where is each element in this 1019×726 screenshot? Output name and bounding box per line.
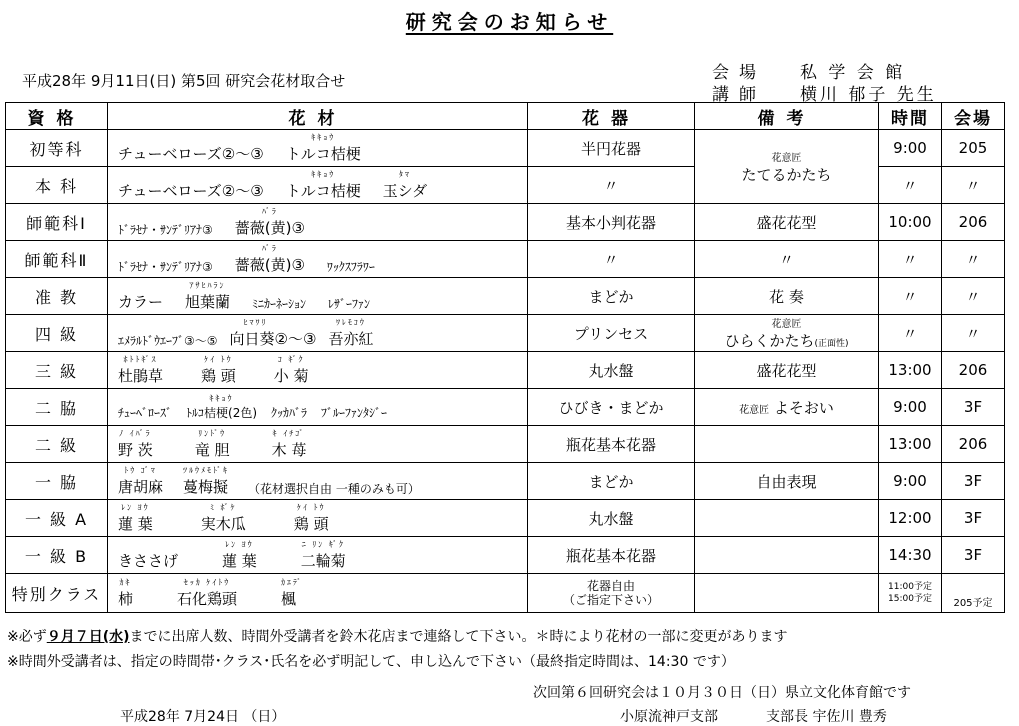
time-cell: 9:00	[879, 463, 942, 500]
material-item: ｷｷｮｳ ﾄﾙｺ桔梗(2色)	[186, 394, 258, 420]
vase-cell: 〃	[528, 241, 695, 278]
materials-cell	[108, 167, 528, 204]
material-item: ｹｲ ﾄｳ 鶏 頭	[293, 503, 329, 533]
material-item: ﾄﾞﾗｾﾅ・ｻﾝﾃﾞﾘｱﾅ③	[118, 260, 213, 274]
time-cell: 11:00予定 15:00予定	[879, 574, 942, 613]
lecturer-label: 講師	[712, 85, 766, 105]
room-cell: 〃	[942, 241, 1005, 278]
qualification-cell: 三 級	[6, 352, 108, 389]
notes-cell	[695, 500, 879, 537]
material-item: ﾚﾝ ﾖｳ 蓮 葉	[222, 540, 257, 570]
time-cell: 〃	[879, 241, 942, 278]
material-item: ﾊﾞﾗ 薔薇(黄)③	[234, 244, 305, 274]
vase-cell: まどか	[528, 278, 695, 315]
material-item: ﾀﾏ 玉シダ	[382, 170, 428, 200]
vase-cell: プリンセス	[528, 315, 695, 352]
material-item: ｷ ｲﾁｺﾞ 木 苺	[271, 429, 307, 459]
material-item: ﾊﾞﾗ 薔薇(黄)③	[234, 207, 305, 237]
material-item: ﾎﾄﾄｷﾞｽ 杜鵑草	[118, 355, 164, 385]
qualification-cell: 一 級 B	[6, 537, 108, 574]
notes-cell: 盛花花型	[695, 352, 879, 389]
room-cell: 206	[942, 352, 1005, 389]
material-item: ｷｷｮｳ トルコ桔梗	[285, 133, 361, 163]
materials-cell	[108, 352, 528, 389]
overtime-notice: ※時間外受講者は、指定の時間帯･クラス･氏名を必ず明記して、申し込んで下さい（最終指定時間は、14:30 です）	[7, 654, 735, 670]
material-item: チューベローズ②～③	[118, 145, 264, 163]
time-cell: 12:00	[879, 500, 942, 537]
time-cell: 〃	[879, 278, 942, 315]
notes-cell	[695, 537, 879, 574]
header-qualification: 資格	[6, 103, 108, 130]
next-meeting-notice: 次回第６回研究会は１０月３０日（日）県立文化体育館です	[533, 685, 911, 701]
notes-cell	[695, 426, 879, 463]
qualification-cell: 特別クラス	[6, 574, 108, 613]
materials-cell	[108, 241, 528, 278]
material-item: （花材選択自由 一種のみも可）	[248, 482, 420, 496]
qualification-cell: 准 教	[6, 278, 108, 315]
time-cell: 13:00	[879, 352, 942, 389]
room-cell: 205予定	[942, 574, 1005, 613]
material-item: ﾜﾚﾓｺｳ 吾亦紅	[328, 318, 374, 348]
room-cell: 〃	[942, 315, 1005, 352]
table-header-row	[6, 103, 1005, 130]
notes-cell: 花 奏	[695, 278, 879, 315]
materials-cell	[108, 204, 528, 241]
table-row	[6, 389, 1005, 426]
deadline-date: ９月７日(水)	[46, 629, 130, 645]
lecturer-value: 横川 郁子 先生	[800, 85, 937, 105]
material-item: ｷｷｮｳ トルコ桔梗	[285, 170, 361, 200]
materials-cell	[108, 130, 528, 167]
qualification-cell: 一 級 A	[6, 500, 108, 537]
room-cell: 〃	[942, 278, 1005, 315]
notes-cell: 〃	[695, 241, 879, 278]
room-cell: 206	[942, 426, 1005, 463]
material-item: ﾂﾙｳﾒﾓﾄﾞｷ 蔓梅擬	[183, 466, 230, 496]
room-cell: 3F	[942, 500, 1005, 537]
vase-cell: 半円花器	[528, 130, 695, 167]
material-item: ｱｻﾋﾊﾗﾝ 旭葉蘭	[185, 281, 231, 311]
table-row	[6, 204, 1005, 241]
qualification-cell: 一 脇	[6, 463, 108, 500]
table-row	[6, 574, 1005, 613]
table-row	[6, 130, 1005, 167]
qualification-cell: 二 級	[6, 426, 108, 463]
branch-chief: 支部長 宇佐川 豊秀	[766, 709, 887, 725]
materials-cell	[108, 315, 528, 352]
material-item: ﾁｭｰﾍﾞﾛｰｽﾞ	[118, 406, 173, 420]
vase-cell: 丸水盤	[528, 500, 695, 537]
time-cell: 9:00	[879, 389, 942, 426]
material-item: ｶｷ 柿	[118, 578, 134, 608]
material-item: カラー	[118, 293, 164, 311]
vase-cell: ひびき・まどか	[528, 389, 695, 426]
notes-cell: 自由表現	[695, 463, 879, 500]
branch-name: 小原流神戸支部	[620, 709, 718, 725]
notes-cell: 花意匠 ひらくかたち(正面性)	[695, 315, 879, 352]
material-item: ﾜｯｸｽﾌﾗﾜｰ	[326, 260, 375, 274]
material-item: ｸｯｶﾊﾞﾗ	[271, 406, 308, 420]
time-cell: 10:00	[879, 204, 942, 241]
table-row	[6, 315, 1005, 352]
material-item: きささげ	[118, 552, 179, 570]
notes-cell: 花意匠 たてるかたち	[695, 130, 879, 204]
material-item: ｺ ｷﾞｸ 小 菊	[273, 355, 309, 385]
vase-cell: 丸水盤	[528, 352, 695, 389]
venue-value: 私 学 会 館	[800, 63, 906, 83]
qualification-cell: 師範科Ⅱ	[6, 241, 108, 278]
table-row	[6, 463, 1005, 500]
time-cell: 14:30	[879, 537, 942, 574]
notes-cell	[695, 574, 879, 613]
material-item: ｹｲ ﾄｳ 鶏 頭	[201, 355, 236, 385]
materials-cell	[108, 278, 528, 315]
deadline-notice: ※必ず９月７日(水)までに出席人数、時間外受講者を鈴木花店まで連絡して下さい。＊時により花材の一部に変更があります	[7, 629, 788, 645]
room-cell: 205	[942, 130, 1005, 167]
material-item: ﾘﾝﾄﾞｳ 竜 胆	[194, 429, 230, 459]
table-row	[6, 500, 1005, 537]
table-row	[6, 352, 1005, 389]
time-cell: 〃	[879, 167, 942, 204]
material-item: ﾋﾏﾜﾘ 向日葵②～③	[229, 318, 317, 348]
table-row	[6, 426, 1005, 463]
qualification-cell: 二 脇	[6, 389, 108, 426]
table-row	[6, 241, 1005, 278]
materials-cell	[108, 426, 528, 463]
vase-cell: 基本小判花器	[528, 204, 695, 241]
material-item: ﾌﾞﾙｰﾌｧﾝﾀｼﾞｰ	[321, 406, 388, 420]
table-row	[6, 537, 1005, 574]
page-title: 研究会のお知らせ	[405, 10, 614, 34]
room-cell: 3F	[942, 463, 1005, 500]
materials-cell	[108, 537, 528, 574]
material-item: ﾄｳ ｺﾞﾏ 唐胡麻	[118, 466, 164, 496]
material-item: ﾐ ﾎﾞｹ 実木瓜	[200, 503, 246, 533]
room-cell: 3F	[942, 389, 1005, 426]
header-room: 会場	[942, 103, 1005, 130]
vase-cell: まどか	[528, 463, 695, 500]
header-vase: 花器	[528, 103, 695, 130]
material-item: ﾆ ﾘﾝ ｷﾞｸ 二輪菊	[300, 540, 346, 570]
notes-cell: 花意匠 よそおい	[695, 389, 879, 426]
header-materials: 花材	[108, 103, 528, 130]
qualification-cell: 師範科Ⅰ	[6, 204, 108, 241]
material-item: チューベローズ②～③	[118, 182, 264, 200]
table-row	[6, 278, 1005, 315]
room-cell: 3F	[942, 537, 1005, 574]
material-item: ﾚﾝ ﾖｳ 蓮 葉	[118, 503, 153, 533]
material-item: ﾚｻﾞｰﾌｧﾝ	[328, 297, 371, 311]
schedule-table	[5, 102, 1005, 613]
material-item: ｴﾒﾗﾙﾄﾞｳｴｰﾌﾞ③～⑤	[118, 334, 218, 348]
header-time: 時間	[879, 103, 942, 130]
material-item: ｶｴﾃﾞ 楓	[281, 578, 304, 608]
materials-cell	[108, 500, 528, 537]
vase-cell: 花器自由 （ご指定下さい）	[528, 574, 695, 613]
room-cell: 206	[942, 204, 1005, 241]
room-cell: 〃	[942, 167, 1005, 204]
time-cell: 〃	[879, 315, 942, 352]
time-cell: 9:00	[879, 130, 942, 167]
qualification-cell: 本 科	[6, 167, 108, 204]
notes-cell: 盛花花型	[695, 204, 879, 241]
qualification-cell: 初等科	[6, 130, 108, 167]
header-notes: 備考	[695, 103, 879, 130]
materials-cell	[108, 463, 528, 500]
material-item: ｾｯｶ ｹｲﾄｳ 石化鶏頭	[177, 578, 238, 608]
issue-date: 平成28年 7月24日 （日）	[120, 709, 286, 725]
vase-cell: 瓶花基本花器	[528, 426, 695, 463]
session-subline: 平成28年 9月11日(日) 第5回 研究会花材取合せ	[22, 72, 346, 90]
material-item: ﾉ ｲﾊﾞﾗ 野 茨	[118, 429, 153, 459]
venue-label: 会場	[712, 63, 766, 83]
time-cell: 13:00	[879, 426, 942, 463]
vase-cell: 瓶花基本花器	[528, 537, 695, 574]
materials-cell	[108, 574, 528, 613]
material-item: ﾄﾞﾗｾﾅ・ｻﾝﾃﾞﾘｱﾅ③	[118, 223, 213, 237]
materials-cell	[108, 389, 528, 426]
qualification-cell: 四 級	[6, 315, 108, 352]
material-item: ﾐﾆｶｰﾈｰｼｮﾝ	[252, 297, 307, 311]
vase-cell: 〃	[528, 167, 695, 204]
